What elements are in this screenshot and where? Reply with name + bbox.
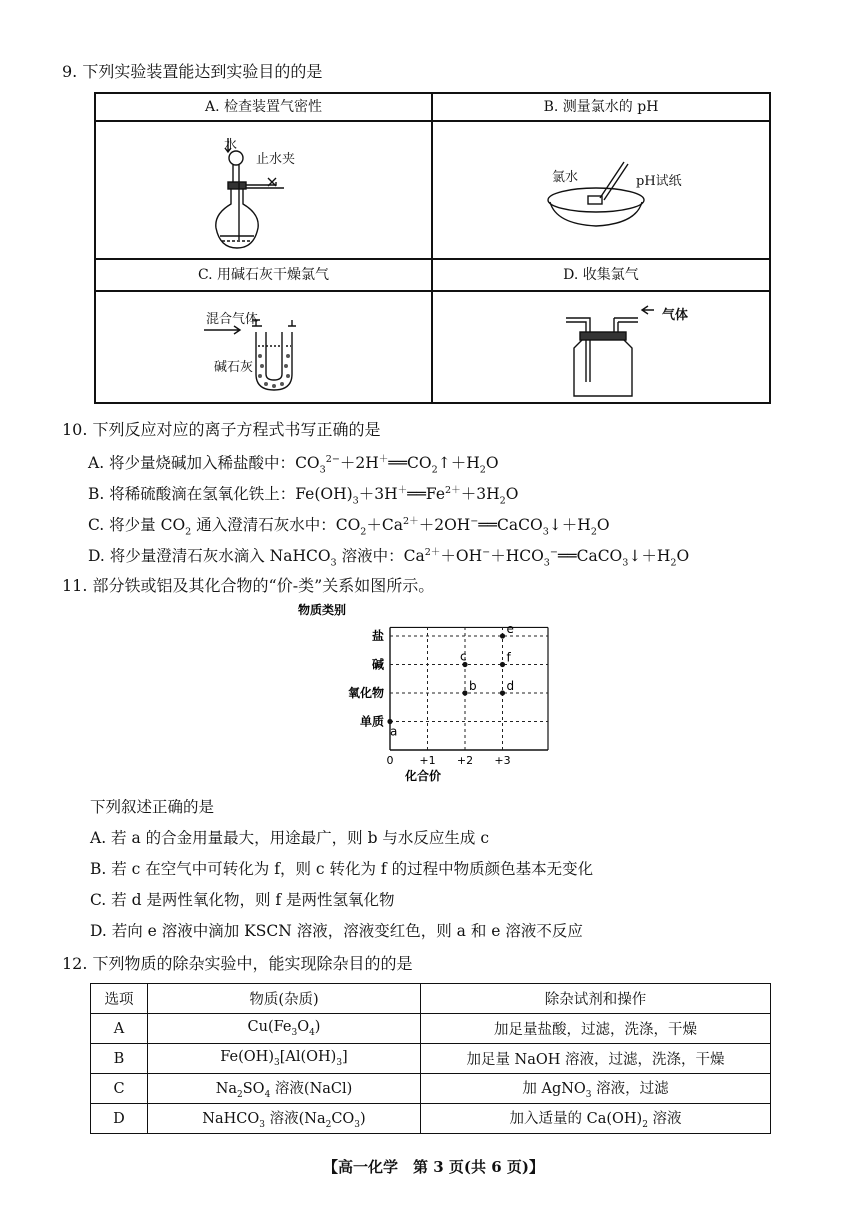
data-point (387, 719, 392, 724)
evaporating-dish-icon (536, 144, 666, 234)
q11-option-d: D. 若向 e 溶液中滴加 KSCN 溶液，溶液变红色，则 a 和 e 溶液不反应 (90, 922, 583, 940)
q10-option-c: C. 将少量 $CO_2$ 通入澄清石灰水中：$CO_2+Ca^{2+}+2OH^-══CaCO_3↓+H_2O$ (88, 516, 610, 538)
chart-ylabel: 物质类别 (298, 603, 347, 617)
q11-option-a: A. 若 a 的合金用量最大，用途最广，则 b 与水反应生成 c (90, 829, 490, 847)
grid-divider (96, 120, 769, 122)
q11-stem: 11. 部分铁或铝及其化合物的“价-类”关系如图所示。 (62, 576, 435, 595)
data-point (500, 662, 505, 667)
table-header: 除杂试剂和操作 (421, 984, 771, 1014)
chart-xlabel: 化合价 (405, 769, 442, 783)
table-cell: D (91, 1104, 148, 1134)
q9-option-a-title: A. 检查装置气密性 (204, 99, 322, 115)
grid-divider (96, 258, 769, 260)
data-point (500, 690, 505, 695)
q9-option-grid (94, 92, 771, 404)
label-water: 水 (224, 138, 238, 153)
data-point-label: a (390, 724, 398, 739)
q11-sub-stem: 下列叙述正确的是 (90, 798, 215, 816)
q11-option-b: B. 若 c 在空气中可转化为 f，则 c 转化为 f 的过程中物质颜色基本无变化 (90, 860, 594, 878)
q10-option-d: D. 将少量澄清石灰水滴入 NaHCO$_3$ 溶液中：$Ca^{2+}+OH^-+HCO_3^-══CaCO_3↓+H_2O$ (88, 547, 690, 569)
table-cell: B (91, 1044, 148, 1074)
table-cell: C (91, 1074, 148, 1104)
q9-stem: 9. 下列实验装置能达到实验目的的是 (62, 62, 323, 81)
q9-option-d-title: D. 收集氯气 (563, 267, 639, 283)
label-soda-lime: 碱石灰 (214, 360, 254, 375)
grid-divider (96, 290, 769, 292)
table-cell: 加入适量的 $Ca(OH)_2$ 溶液 (421, 1104, 771, 1134)
data-point-label: d (506, 679, 515, 693)
table-row (91, 1044, 771, 1074)
table-row (91, 1104, 771, 1134)
table-row (91, 1074, 771, 1104)
table-cell: 加 AgNO$_3$ 溶液，过滤 (421, 1074, 771, 1104)
label-gas: 气体 (662, 308, 689, 323)
y-tick-label: 盐 (371, 629, 384, 643)
q10-stem: 10. 下列反应对应的离子方程式书写正确的是 (62, 420, 381, 439)
q10-option-a: A. 将少量烧碱加入稀盐酸中：$CO_3^{2-}+2H^+══CO_2↑+H_2O$ (88, 454, 499, 476)
page-footer: 【高一化学 第 3 页(共 6 页)】 (323, 1158, 544, 1176)
data-point-label: b (469, 679, 477, 693)
data-point-label: e (506, 622, 514, 636)
table-cell: 加足量 NaOH 溶液，过滤，洗涤，干燥 (421, 1044, 771, 1074)
q12-stem: 12. 下列物质的除杂实验中，能实现除杂目的的是 (62, 954, 413, 973)
table-row (91, 1014, 771, 1044)
y-tick-label: 单质 (359, 714, 384, 729)
grid-divider (431, 94, 433, 402)
table-header: 物质(杂质) (148, 984, 421, 1014)
q9-option-c-title: C. 用碱石灰干燥氯气 (197, 267, 330, 283)
gas-bottle-icon (556, 302, 666, 400)
q10-option-b: B. 将稀硫酸滴在氢氧化铁上：$Fe(OH)_3+3H^+══Fe^{2+}+3H_2O$ (88, 485, 519, 507)
table-header-row (91, 984, 771, 1014)
y-tick-label: 氧化物 (347, 686, 384, 700)
data-point-label: c (460, 649, 467, 664)
y-tick-label: 碱 (371, 657, 384, 672)
table-cell: 加足量盐酸，过滤，洗涤，干燥 (421, 1014, 771, 1044)
q9-option-b-title: B. 测量氯水的 pH (543, 99, 659, 115)
impurity-removal-table (90, 983, 771, 1134)
table-header: 选项 (91, 984, 148, 1014)
x-tick-label: +3 (494, 754, 511, 767)
label-chlorine-water: 氯水 (552, 170, 579, 185)
x-tick-label: 0 (386, 754, 394, 767)
table-cell-substance: $Fe(OH)_3[Al(OH)_3]$ (148, 1044, 421, 1074)
table-cell: A (91, 1014, 148, 1044)
data-point (462, 690, 467, 695)
data-point-label: f (506, 650, 511, 665)
x-tick-label: +2 (456, 754, 474, 767)
table-cell-substance: $Cu(Fe_3O_4)$ (148, 1014, 421, 1044)
table-cell-substance: $Na_2SO_4$ 溶液(NaCl) (148, 1074, 421, 1104)
label-ph-paper: pH试纸 (636, 174, 682, 189)
q11-option-c: C. 若 d 是两性氧化物，则 f 是两性氢氧化物 (90, 891, 395, 909)
label-mixed-gas: 混合气体 (206, 312, 259, 327)
table-cell-substance: NaHCO$_3$ 溶液$(Na_2CO_3)$ (148, 1104, 421, 1134)
valence-category-chart (290, 600, 550, 790)
x-tick-label: +1 (419, 754, 436, 767)
label-clamp: 止水夹 (256, 152, 296, 167)
data-point (500, 633, 505, 638)
